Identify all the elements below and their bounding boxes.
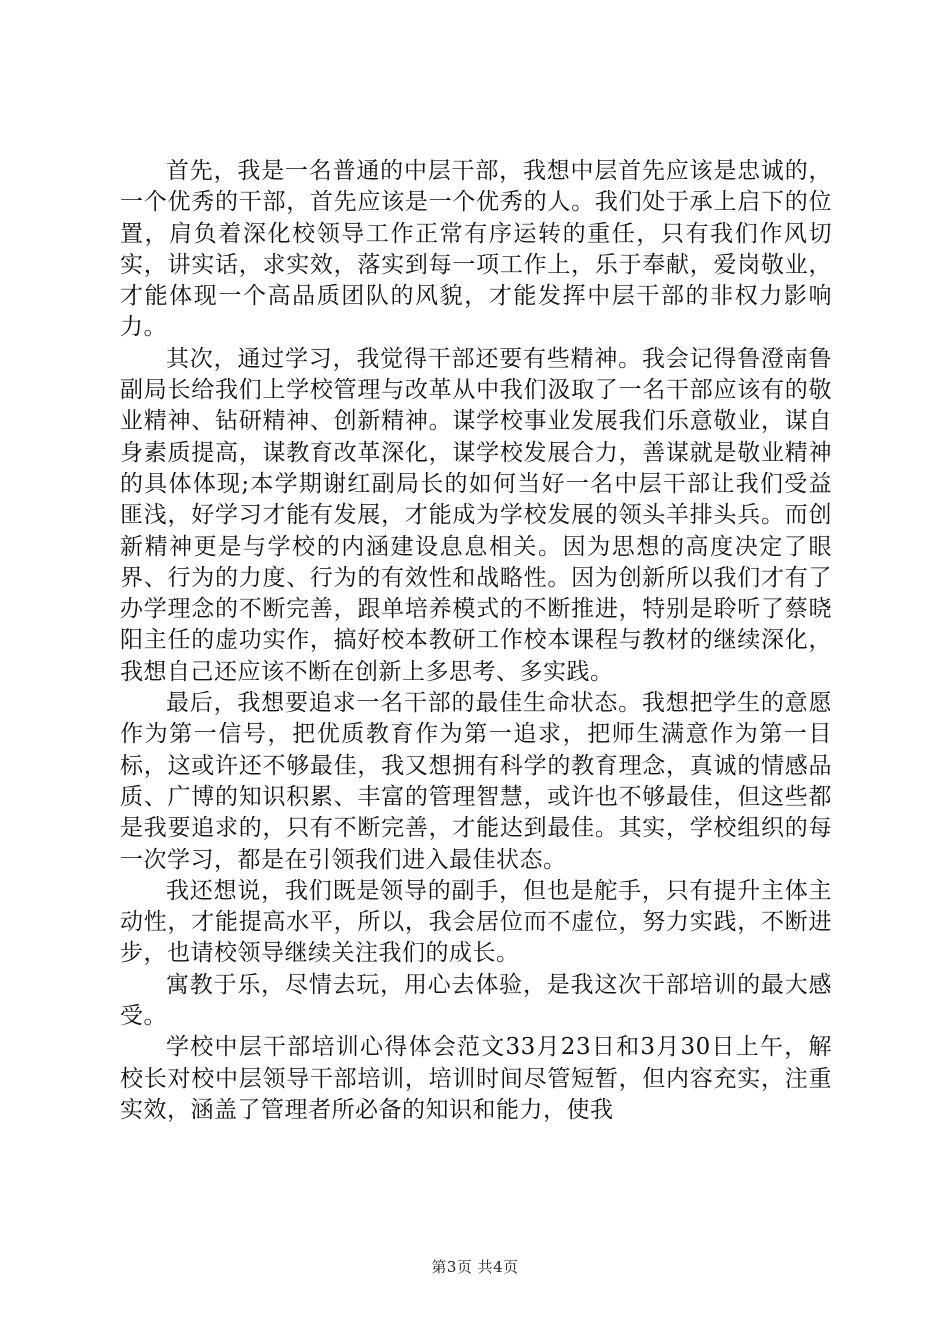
paragraph: 学校中层干部培训心得体会范文33月23日和3月30日上午，解校长对校中层领导干部培训，培训时间尽管短暂，但内容充实，注重实效，涵盖了管理者所必备的知识和能力，使我 [120, 1034, 832, 1123]
page-number-footer: 第3页 共4页 [431, 1258, 519, 1276]
paragraph: 首先，我是一名普通的中层干部，我想中层首先应该是忠诚的，一个优秀的干部，首先应该是一个优秀的人。我们处于承上启下的位置，肩负着深化校领导工作正常有序运转的重任，只有我们作风切实，讲实话，求实效，落实到每一项工作上，乐于奉献，爱岗敬业，才能体现一个高品质团队的风貌，才能发挥中层干部的非权力影响力。 [120, 158, 832, 341]
document-body [120, 156, 832, 1126]
paragraph: 寓教于乐，尽情去玩，用心去体验，是我这次干部培训的最大感受。 [120, 971, 832, 1030]
paragraph: 我还想说，我们既是领导的副手，但也是舵手，只有提升主体主动性，才能提高水平，所以，我会居位而不虚位，努力实践，不断进步，也请校领导继续关注我们的成长。 [120, 877, 832, 967]
paragraph: 其次，通过学习，我觉得干部还要有些精神。我会记得鲁澄南鲁副局长给我们上学校管理与改革从中我们汲取了一名干部应该有的敬业精神、钻研精神、创新精神。谋学校事业发展我们乐意敬业，谋自身素质提高，谋教育改革深化，谋学校发展合力，善谋就是敬业精神的具体体现;本学期谢红副局长的如何当好一名中层干部让我们受益匪浅，好学习才能有发展，才能成为学校发展的领头羊排头兵。而创新精神更是与学校的内涵建设息息相关。因为思想的高度决定了眼界、行为的力度、行为的有效性和战略性。因为创新所以我们才有了办学理念的不断完善，跟单培养模式的不断推进，特别是聆听了蔡晓阳主任的虚功实作，搞好校本教研工作校本课程与教材的继续深化，我想自己还应该不断在创新上多思考、多实践。 [120, 345, 832, 685]
paragraph: 最后，我想要追求一名干部的最佳生命状态。我想把学生的意愿作为第一信号，把优质教育作为第一追求，把师生满意作为第一目标，这或许还不够最佳，我又想拥有科学的教育理念，真诚的情感品质、广博的知识积累、丰富的管理智慧，或许也不够最佳，但这些都是我要追求的，只有不断完善，才能达到最佳。其实，学校组织的每一次学习，都是在引领我们进入最佳状态。 [120, 690, 832, 873]
